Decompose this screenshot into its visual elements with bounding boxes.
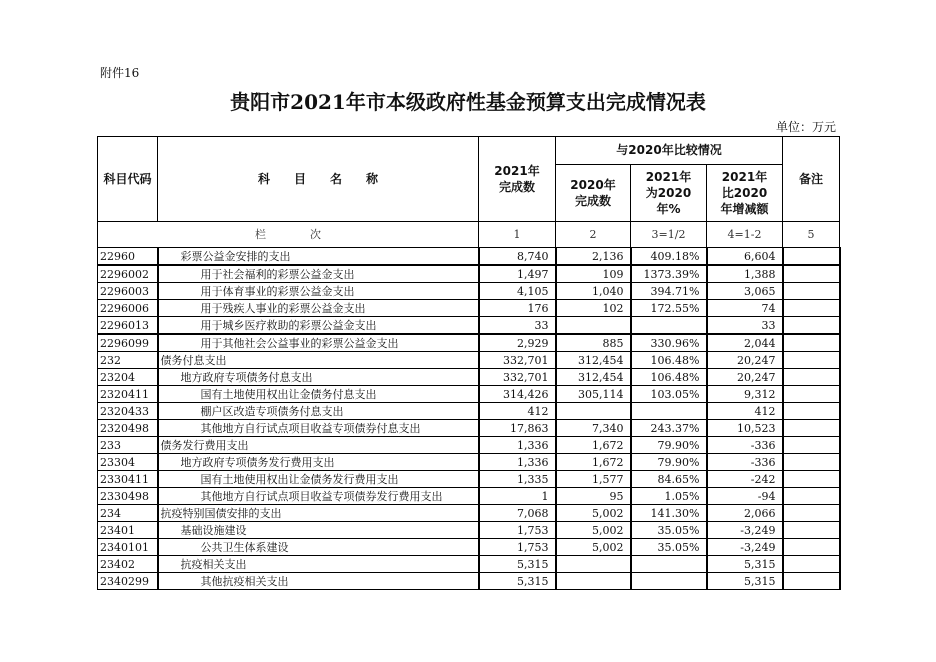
row-completed-2020: 109 [556,265,631,283]
table-row [98,300,840,317]
row-change: 20,247 [707,352,783,369]
row-code: 23204 [98,369,158,386]
table-row [98,283,840,300]
column-number-4: 4=1-2 [707,222,783,248]
row-completed-2020: 1,672 [556,454,631,471]
row-change: 5,315 [707,556,783,573]
row-pct [631,556,707,573]
table-row [98,369,840,386]
row-completed-2020: 5,002 [556,522,631,539]
row-remark [783,471,840,488]
row-remark [783,265,840,283]
row-completed-2020: 95 [556,488,631,505]
row-code: 2320433 [98,403,158,420]
row-code: 2296099 [98,334,158,352]
row-name: 彩票公益金安排的支出 [158,248,479,266]
row-change: 20,247 [707,369,783,386]
row-pct: 79.90% [631,437,707,454]
row-code: 2296003 [98,283,158,300]
row-name: 国有土地使用权出让金债务付息支出 [158,386,479,403]
row-completed-2020: 1,040 [556,283,631,300]
row-code: 2296013 [98,317,158,335]
row-code: 2340299 [98,573,158,590]
row-change: 74 [707,300,783,317]
row-remark [783,505,840,522]
table-row [98,488,840,505]
row-completed-2021: 1 [479,488,556,505]
row-remark [783,283,840,300]
row-completed-2021: 2,929 [479,334,556,352]
row-code: 2340101 [98,539,158,556]
row-remark [783,352,840,369]
row-completed-2021: 17,863 [479,420,556,437]
row-code: 232 [98,352,158,369]
table-row [98,334,840,352]
row-pct: 141.30% [631,505,707,522]
row-code: 2320411 [98,386,158,403]
row-name: 国有土地使用权出让金债务发行费用支出 [158,471,479,488]
row-code: 2320498 [98,420,158,437]
row-change: 2,066 [707,505,783,522]
header-completed-2021 [479,137,556,222]
attachment-label: 附件16 [100,66,140,80]
table-row [98,573,840,590]
table-row [98,471,840,488]
row-name: 用于社会福利的彩票公益金支出 [158,265,479,283]
row-completed-2021: 1,335 [479,471,556,488]
row-completed-2020 [556,556,631,573]
row-name: 用于体育事业的彩票公益金支出 [158,283,479,300]
row-name: 用于残疾人事业的彩票公益金支出 [158,300,479,317]
header-completed-2021-text: 2021年完成数 [494,164,540,194]
row-remark [783,317,840,335]
row-change: -94 [707,488,783,505]
row-completed-2020 [556,317,631,335]
row-remark [783,556,840,573]
row-pct: 35.05% [631,522,707,539]
row-completed-2020: 2,136 [556,248,631,266]
row-name: 公共卫生体系建设 [158,539,479,556]
row-pct: 106.48% [631,369,707,386]
row-remark [783,522,840,539]
header-completed-2020-text: 2020年完成数 [570,178,616,208]
row-name: 抗疫特别国债安排的支出 [158,505,479,522]
row-name: 其他地方自行试点项目收益专项债券发行费用支出 [158,488,479,505]
row-name: 用于城乡医疗救助的彩票公益金支出 [158,317,479,335]
row-pct: 35.05% [631,539,707,556]
row-completed-2021: 5,315 [479,573,556,590]
row-name: 地方政府专项债务付息支出 [158,369,479,386]
row-change: 412 [707,403,783,420]
row-code: 2296006 [98,300,158,317]
header-change-text: 2021年比2020年增减额 [720,170,769,216]
row-completed-2021: 332,701 [479,369,556,386]
row-code: 22960 [98,248,158,266]
row-name: 地方政府专项债务发行费用支出 [158,454,479,471]
column-number-2: 2 [556,222,631,248]
header-code: 科目代码 [98,137,158,222]
column-number-5: 5 [783,222,840,248]
table-row [98,265,840,283]
row-name: 用于其他社会公益事业的彩票公益金支出 [158,334,479,352]
row-pct: 84.65% [631,471,707,488]
row-completed-2021: 1,753 [479,539,556,556]
table-row [98,522,840,539]
row-completed-2021: 314,426 [479,386,556,403]
header-pct-text: 2021年为2020年% [645,170,692,216]
table-row [98,539,840,556]
row-code: 233 [98,437,158,454]
row-code: 2330411 [98,471,158,488]
table-row [98,454,840,471]
row-change: 9,312 [707,386,783,403]
row-pct: 409.18% [631,248,707,266]
row-pct: 1373.39% [631,265,707,283]
row-completed-2020: 885 [556,334,631,352]
row-change: 33 [707,317,783,335]
row-remark [783,437,840,454]
table-row [98,437,840,454]
header-pct [631,165,707,222]
row-code: 23304 [98,454,158,471]
table-row [98,248,840,266]
row-completed-2020: 1,577 [556,471,631,488]
row-completed-2021: 412 [479,403,556,420]
row-pct: 106.48% [631,352,707,369]
row-change: -336 [707,454,783,471]
row-name: 债务发行费用支出 [158,437,479,454]
column-number-label: 栏 次 [98,222,479,248]
header-name: 科 目 名 称 [158,137,479,222]
row-completed-2021: 176 [479,300,556,317]
row-completed-2020: 312,454 [556,352,631,369]
row-completed-2021: 1,753 [479,522,556,539]
row-change: 2,044 [707,334,783,352]
column-number-1: 1 [479,222,556,248]
row-name: 棚户区改造专项债务付息支出 [158,403,479,420]
row-completed-2020: 102 [556,300,631,317]
row-code: 234 [98,505,158,522]
row-code: 2296002 [98,265,158,283]
row-name: 债务付息支出 [158,352,479,369]
row-remark [783,334,840,352]
table-row [98,556,840,573]
table-body [98,248,840,590]
unit-label: 单位：万元 [775,120,836,134]
row-pct [631,573,707,590]
row-completed-2021: 1,497 [479,265,556,283]
budget-expenditure-table [97,136,841,590]
row-completed-2020: 5,002 [556,505,631,522]
row-pct: 243.37% [631,420,707,437]
row-code: 23401 [98,522,158,539]
header-completed-2020 [556,165,631,222]
row-name: 其他地方自行试点项目收益专项债券付息支出 [158,420,479,437]
header-change [707,165,783,222]
row-completed-2021: 1,336 [479,437,556,454]
row-name: 其他抗疫相关支出 [158,573,479,590]
row-pct: 394.71% [631,283,707,300]
row-change: -336 [707,437,783,454]
row-completed-2020 [556,403,631,420]
row-change: 1,388 [707,265,783,283]
row-pct [631,403,707,420]
row-change: -3,249 [707,522,783,539]
row-completed-2021: 7,068 [479,505,556,522]
row-completed-2020: 305,114 [556,386,631,403]
row-name: 基础设施建设 [158,522,479,539]
table-row [98,386,840,403]
row-remark [783,369,840,386]
row-remark [783,248,840,266]
row-completed-2020: 5,002 [556,539,631,556]
row-completed-2020 [556,573,631,590]
table-row [98,505,840,522]
row-remark [783,573,840,590]
row-remark [783,454,840,471]
row-pct: 172.55% [631,300,707,317]
row-completed-2020: 1,672 [556,437,631,454]
header-remarks: 备注 [783,137,840,222]
row-completed-2020: 7,340 [556,420,631,437]
row-change: 5,315 [707,573,783,590]
row-pct [631,317,707,335]
row-change: 3,065 [707,283,783,300]
row-completed-2021: 332,701 [479,352,556,369]
row-pct: 1.05% [631,488,707,505]
table-row [98,403,840,420]
column-number-3: 3=1/2 [631,222,707,248]
row-change: 10,523 [707,420,783,437]
row-completed-2021: 5,315 [479,556,556,573]
header-comparison-group: 与2020年比较情况 [556,137,783,165]
row-code: 2330498 [98,488,158,505]
table-row [98,352,840,369]
row-remark [783,300,840,317]
row-completed-2020: 312,454 [556,369,631,386]
row-change: 6,604 [707,248,783,266]
row-completed-2021: 4,105 [479,283,556,300]
row-change: -3,249 [707,539,783,556]
row-change: -242 [707,471,783,488]
page-title: 贵阳市2021年市本级政府性基金预算支出完成情况表 [230,90,706,114]
row-code: 23402 [98,556,158,573]
row-name: 抗疫相关支出 [158,556,479,573]
row-completed-2021: 33 [479,317,556,335]
table-row [98,317,840,335]
row-pct: 79.90% [631,454,707,471]
row-remark [783,539,840,556]
row-remark [783,386,840,403]
row-completed-2021: 8,740 [479,248,556,266]
row-remark [783,403,840,420]
row-pct: 330.96% [631,334,707,352]
row-pct: 103.05% [631,386,707,403]
row-remark [783,488,840,505]
row-remark [783,420,840,437]
table-row [98,420,840,437]
row-completed-2021: 1,336 [479,454,556,471]
